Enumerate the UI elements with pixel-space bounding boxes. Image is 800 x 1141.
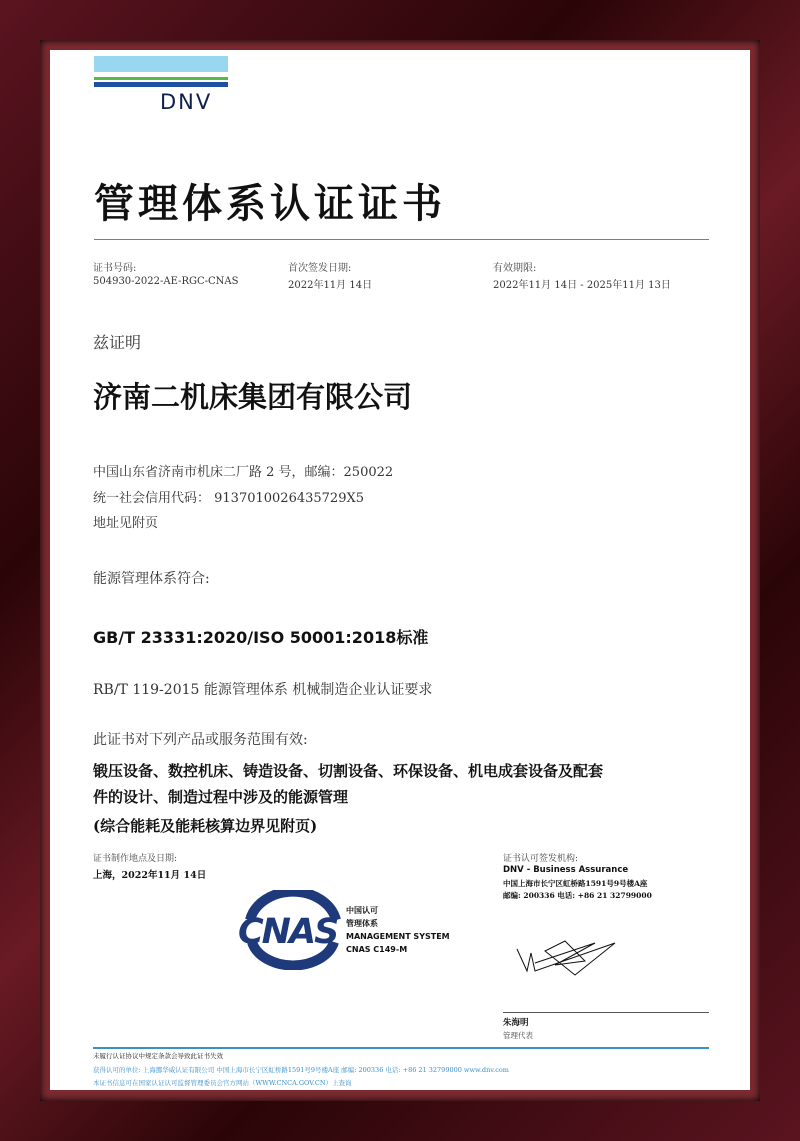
scope-label: 此证书对下列产品或服务范围有效:: [93, 732, 308, 748]
issuer-label: 证书认可签发机构:: [503, 854, 579, 864]
footer-warning: 未履行认证协议中规定条款会导致此证书失效: [93, 1052, 223, 1060]
signatory-name: 朱海明: [503, 1018, 529, 1028]
conform-label: 能源管理体系符合:: [93, 571, 210, 587]
standard: GB/T 23331:2020/ISO 50001:2018标准: [93, 628, 429, 647]
scope-line: 锻压设备、数控机床、铸造设备、切割设备、环保设备、机电成套设备及配套: [93, 762, 604, 780]
place-value: 上海，2022年11月 14日: [93, 870, 207, 881]
issuer-address: 中国上海市长宁区虹桥路1591号9号楼A座: [503, 879, 648, 888]
footer-verify: 本证书信息可在国家认证认可监督管理委员会官方网站（WWW.CNCA.GOV.CN）上查询: [93, 1079, 352, 1087]
dnv-logo-text: DNV: [160, 90, 213, 114]
signatory-title: 管理代表: [503, 1031, 533, 1040]
signature: [515, 935, 625, 985]
certificate-page: [50, 50, 750, 1090]
cert-number-value: 504930-2022-AE-RGC-CNAS: [93, 276, 239, 287]
cnas-line: 管理体系: [346, 919, 378, 928]
scope-note: (综合能耗及能耗核算边界见附页): [93, 817, 318, 835]
validity-value: 2022年11月 14日 - 2025年11月 13日: [493, 280, 671, 291]
divider: [94, 239, 709, 240]
address-line: 中国山东省济南市机床二厂路 2 号，邮编：250022: [93, 465, 394, 480]
cnas-line: CNAS C149-M: [346, 945, 408, 954]
cnas-line: MANAGEMENT SYSTEM: [346, 932, 450, 941]
address-note-line: 地址见附页: [93, 516, 159, 531]
validity-label: 有效期限:: [493, 263, 537, 274]
issuer-name: DNV - Business Assurance: [503, 865, 629, 875]
cnas-line: 中国认可: [346, 906, 378, 915]
cnas-logo: [238, 890, 348, 970]
standard-2: RB/T 119-2015 能源管理体系 机械制造企业认证要求: [93, 682, 433, 698]
footer-divider: [93, 1047, 709, 1049]
address-block: [93, 460, 393, 537]
issue-date-value: 2022年11月 14日: [288, 280, 373, 291]
page-title: 管理体系认证证书: [94, 180, 446, 227]
cnas-logo-text: CNAS: [238, 912, 338, 952]
credit-code-line: 统一社会信用代码： 9137010026435729X5: [93, 490, 364, 506]
signature-line: [503, 1012, 709, 1013]
scope-block: [93, 758, 603, 839]
issue-date-label: 首次签发日期:: [288, 263, 352, 274]
cert-number-label: 证书号码:: [93, 263, 137, 274]
company-name: 济南二机床集团有限公司: [93, 380, 413, 414]
footer-accredited: 获得认可的单位: 上海挪华威认证有限公司 中国上海市长宁区虹桥路1591号9号楼A座 邮编: 200336 电话: +86 21 32799000 www.dnv.com: [93, 1066, 509, 1074]
place-label: 证书制作地点及日期:: [93, 854, 178, 864]
issuer-contact: 邮编: 200336 电话: +86 21 32799000: [503, 891, 652, 900]
scope-line: 件的设计、制造过程中涉及的能源管理: [93, 788, 349, 806]
cnas-text: [346, 904, 450, 956]
certify-text: 兹证明: [93, 333, 142, 352]
